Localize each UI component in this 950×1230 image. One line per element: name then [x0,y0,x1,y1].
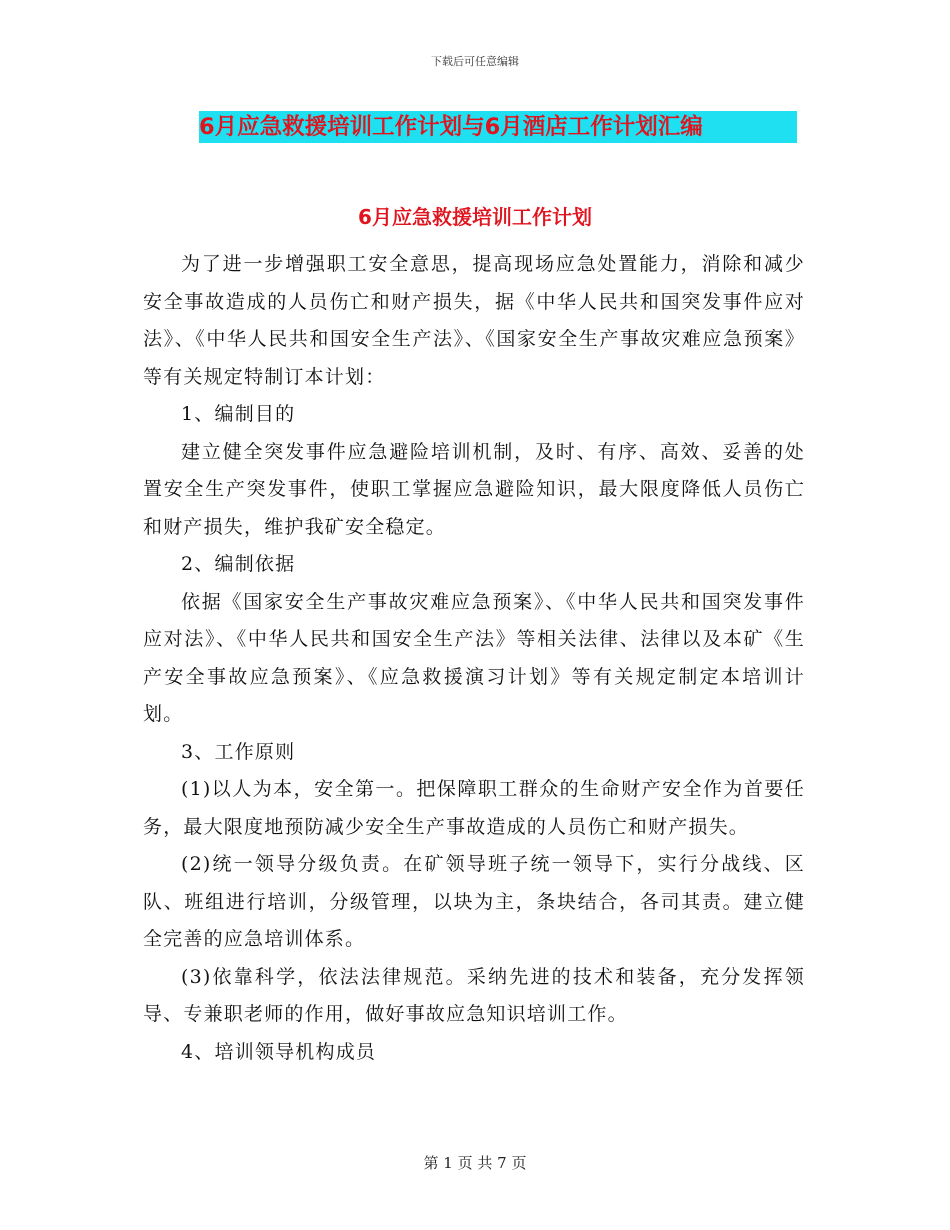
paragraph-basis: 依据《国家安全生产事故灾难应急预案》、《中华人民共和国突发事件应对法》、《中华人民共和国安全生产法》等相关法律、法律以及本矿《生产安全事故应急预案》、《应急救援演习计划》等有关规定制定本培训计划。 [143,590,805,725]
page-header-note: 下载后可任意编辑 [431,55,519,68]
heading-basis: 2、编制依据 [181,553,296,575]
paragraph-purpose: 建立健全突发事件应急避险培训机制，及时、有序、高效、妥善的处置安全生产突发事件，使职工掌握应急避险知识，最大限度降低人员伤亡和财产损失，维护我矿安全稳定。 [143,440,805,538]
section-title: 6月应急救援培训工作计划 [358,205,592,229]
document-body [143,246,805,1071]
heading-purpose: 1、编制目的 [181,403,296,425]
paragraph-principle-3: (3)依靠科学，依法法律规范。采纳先进的技术和装备，充分发挥领导、专兼职老师的作用，做好事故应急知识培训工作。 [143,965,805,1025]
heading-leadership: 4、培训领导机构成员 [181,1040,377,1063]
paragraph-principle-1: (1)以人为本，安全第一。把保障职工群众的生命财产安全作为首要任务，最大限度地预防减少安全生产事故造成的人员伤亡和财产损失。 [143,778,805,838]
heading-principles: 3、工作原则 [181,740,296,763]
paragraph-principle-2: (2)统一领导分级负责。在矿领导班子统一领导下，实行分战线、区队、班组进行培训，分级管理，以块为主，条块结合，各司其责。建立健全完善的应急培训体系。 [143,853,805,950]
page-footer: 第 1 页 共 7 页 [423,1154,527,1172]
document-title: 6月应急救援培训工作计划与6月酒店工作计划汇编 [199,111,797,143]
paragraph-intro: 为了进一步增强职工安全意思，提高现场应急处置能力，消除和减少安全事故造成的人员伤亡和财产损失，据《中华人民共和国突发事件应对法》、《中华人民共和国安全生产法》、《国家安全生产事故灾难应急预案》等有关规定特制订本计划： [143,253,805,388]
